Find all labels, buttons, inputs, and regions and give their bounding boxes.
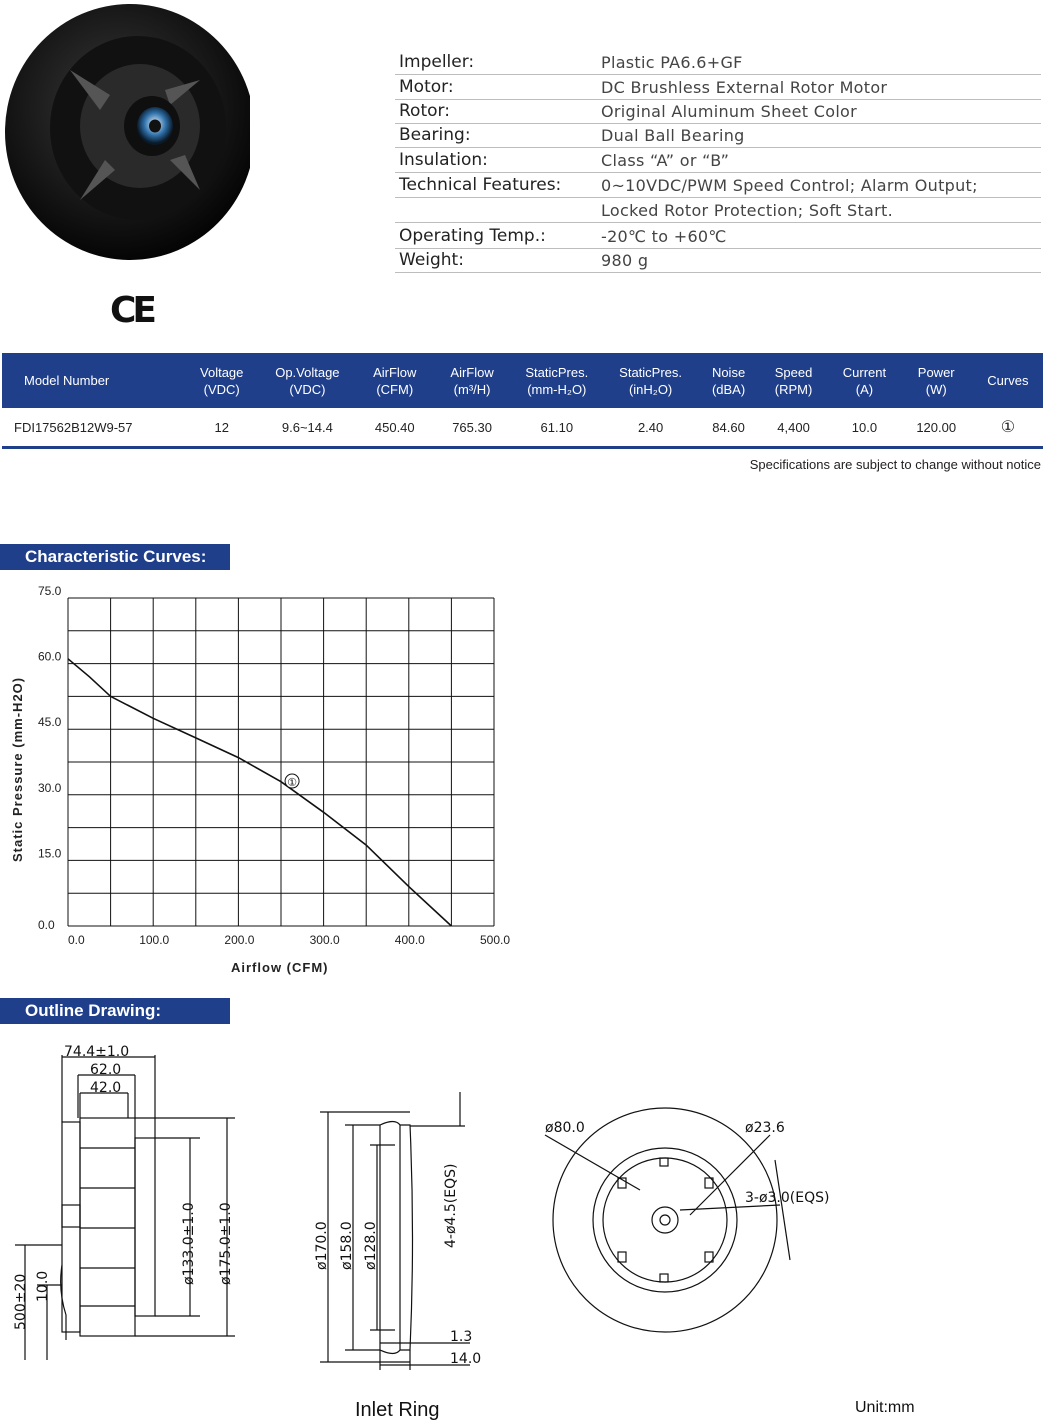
spec-value: -20℃ to +60℃ [601, 227, 727, 246]
spec-row [395, 123, 1041, 148]
header-line-2: (RPM) [774, 381, 813, 397]
x-tick-label: 0.0 [68, 933, 85, 947]
table-header-cell [900, 353, 973, 408]
table-cell: 12 [186, 408, 258, 448]
header-line-1: StaticPres. [619, 364, 683, 380]
table-cell: 4,400 [758, 408, 829, 448]
header-line-2: (VDC) [203, 381, 240, 397]
header-line-1: Speed [774, 364, 813, 380]
header-line-2: (m³/H) [453, 381, 491, 397]
spec-row [395, 50, 1041, 75]
side-view [15, 1055, 235, 1360]
dim-dia-133: ø133.0±1.0 [181, 1202, 197, 1285]
y-tick-label: 45.0 [38, 715, 62, 730]
dim-ring-holes: 4-ø4.5(EQS) [443, 1163, 459, 1248]
header-line-2: (mm-H₂O) [527, 381, 587, 397]
spec-value: Class “A” or “B” [601, 151, 730, 170]
front-view [545, 1108, 790, 1332]
x-tick-label: 300.0 [309, 933, 340, 947]
dim-ring-128: ø128.0 [363, 1221, 379, 1270]
inlet-ring-caption: Inlet Ring [355, 1399, 440, 1421]
spec-row [395, 173, 1041, 198]
section-title-curves: Characteristic Curves: [0, 544, 230, 570]
y-tick-label: 75.0 [38, 584, 62, 598]
y-tick-label: 15.0 [38, 846, 62, 861]
dim-cable-500: 500±20 [13, 1273, 29, 1330]
table-cell: 120.00 [900, 408, 973, 448]
spec-key: Motor: [399, 77, 454, 97]
spec-row [395, 99, 1041, 124]
table-header-cell [829, 353, 899, 408]
dim-cable-10: 10.0 [35, 1270, 51, 1302]
table-cell: FDI17562B12W9-57 [2, 408, 186, 448]
table-cell: ① [973, 408, 1043, 448]
spec-row [395, 224, 1041, 249]
spec-value: Locked Rotor Protection; Soft Start. [601, 201, 893, 220]
y-tick-label: 0.0 [38, 918, 55, 932]
spec-key: Weight: [399, 250, 464, 270]
header-line-1: Current [842, 364, 887, 380]
curve-annotation: ① [287, 776, 297, 790]
ce-mark: CE [110, 290, 154, 331]
spec-value: Dual Ball Bearing [601, 126, 745, 145]
spec-key: Rotor: [399, 101, 450, 121]
dim-ring-158: ø158.0 [339, 1221, 355, 1270]
header-line-2: (CFM) [376, 381, 414, 397]
spec-value: DC Brushless External Rotor Motor [601, 78, 888, 97]
table-header-cell [2, 353, 186, 408]
characteristic-curve-chart [0, 580, 520, 990]
header-line-1: Voltage [200, 364, 244, 380]
header-line-1: Noise [711, 364, 746, 380]
table-header-cell [758, 353, 829, 408]
x-axis-label: Airflow (CFM) [231, 960, 329, 975]
header-line-1: Model Number [24, 373, 110, 388]
spec-value: Plastic PA6.6+GF [601, 53, 743, 72]
spec-key: Operating Temp.: [399, 226, 546, 246]
spec-key: Technical Features: [399, 175, 562, 195]
section-title-outline: Outline Drawing: [0, 998, 230, 1024]
x-tick-label: 200.0 [224, 933, 255, 947]
dim-front-80: ø80.0 [545, 1120, 585, 1136]
header-line-2: (dBA) [711, 381, 746, 397]
table-header-cell [973, 353, 1043, 408]
x-tick-label: 500.0 [480, 933, 511, 947]
header-line-1: Power [917, 364, 955, 380]
table-cell: 2.40 [602, 408, 699, 448]
spec-key: Insulation: [399, 150, 488, 170]
spec-notice: Specifications are subject to change without notice [749, 457, 1041, 472]
table-header-cell [186, 353, 258, 408]
series-line [68, 659, 451, 926]
table-header-cell [357, 353, 433, 408]
dim-width-62: 62.0 [90, 1062, 122, 1078]
spec-value: 0~10VDC/PWM Speed Control; Alarm Output; [601, 176, 978, 195]
spec-row [395, 198, 1041, 223]
spec-row [395, 248, 1041, 273]
table-cell: 61.10 [512, 408, 602, 448]
spec-key: Bearing: [399, 125, 471, 145]
table-header-cell [433, 353, 512, 408]
x-tick-label: 400.0 [394, 933, 425, 947]
dim-front-23: ø23.6 [745, 1120, 785, 1136]
header-line-2: (A) [855, 381, 874, 397]
dim-ring-14: 14.0 [450, 1351, 482, 1367]
table-header-cell [699, 353, 758, 408]
dim-dia-175: ø175.0±1.0 [218, 1202, 234, 1285]
table-cell: 9.6~14.4 [258, 408, 357, 448]
table-cell: 10.0 [829, 408, 899, 448]
table-cell: 84.60 [699, 408, 758, 448]
dim-ring-1-3: 1.3 [450, 1329, 473, 1345]
outline-drawing [0, 1030, 1043, 1427]
spec-value: 980 g [601, 251, 649, 270]
model-table [2, 353, 1043, 449]
y-tick-label: 30.0 [38, 780, 62, 795]
table-header-cell [512, 353, 602, 408]
spec-value: Original Aluminum Sheet Color [601, 102, 858, 121]
header-line-2: (inH₂O) [628, 381, 673, 397]
dim-width-74: 74.4±1.0 [64, 1044, 130, 1060]
x-tick-label: 100.0 [139, 933, 170, 947]
unit-label: Unit:mm [855, 1399, 915, 1416]
dim-front-holes: 3-ø3.0(EQS) [745, 1190, 830, 1206]
y-tick-label: 60.0 [38, 649, 62, 664]
table-header-row [2, 353, 1043, 408]
dim-width-42: 42.0 [90, 1080, 122, 1096]
table-row [2, 408, 1043, 448]
header-line-1: Op.Voltage [275, 364, 340, 380]
y-axis-label: Static Pressure (mm-H2O) [10, 676, 25, 862]
header-line-1: AirFlow [373, 364, 417, 380]
header-line-1: AirFlow [450, 364, 494, 380]
spec-key: Impeller: [399, 52, 475, 72]
table-cell: 450.40 [357, 408, 433, 448]
table-cell: 765.30 [433, 408, 512, 448]
header-line-2: (W) [925, 381, 947, 397]
table-header-cell [258, 353, 357, 408]
fan-product-photo [0, 0, 250, 265]
dim-ring-170: ø170.0 [314, 1221, 330, 1270]
spec-row [395, 75, 1041, 100]
spec-row [395, 148, 1041, 173]
header-line-1: Curves [987, 373, 1029, 388]
header-line-1: StaticPres. [525, 364, 589, 380]
table-header-cell [602, 353, 699, 408]
header-line-2: (VDC) [289, 381, 326, 397]
